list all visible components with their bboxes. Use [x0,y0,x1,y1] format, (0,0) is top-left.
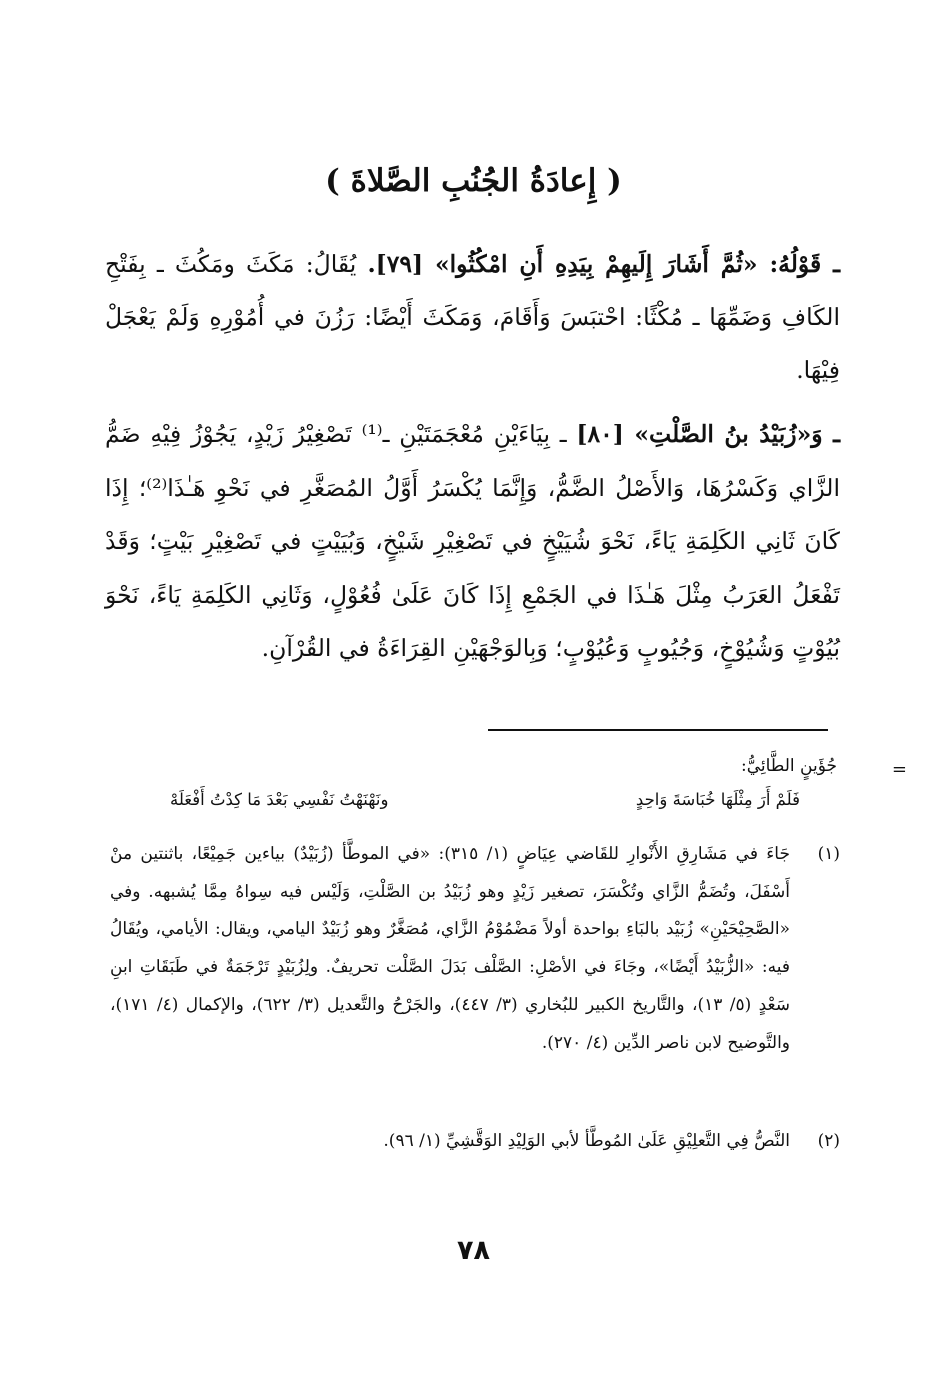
poetry-verse [170,790,800,820]
footnote-continuation [105,752,907,780]
page-title: ( إِعادَةُ الجُنُبِ الصَّلاةَ ) [325,163,622,199]
paragraph-text: ـ بِيَاءَيْنِ مُعْجَمَتَيْنِ ـ⁽¹⁾ تَصْغِيْرُ زَيْدٍ، يَجُوْزُ فِيْهِ ضَمُّ الزَّاي وَكَسْرُهَا، وَالأَصْلُ الضَّمُّ، وَإِنَّمَا يُكْسَرُ أَوَّلُ المُصَغَّرِ في نَحْوِ هَـٰذَا⁽²⁾؛ إِذَا كَانَ ثَانِي الكَلِمَةِ يَاءً، نَحْوَ شُيَيْخٍ في تَصْغِيْرِ شَيْخٍ، وَبُيَيْتٍ في تَصْغِيْرِ بَيْتٍ؛ وَقَدْ تَفْعَلُ العَرَبُ مِثْلَ هَـٰذَا في الجَمْعِ إِذَا كَانَ عَلَىٰ فُعُوْلٍ، وَثَانِي الكَلِمَةِ يَاءً، نَحْوَ بُيُوْتٍ وَشُيُوْخٍ، وَجُيُوبٍ وَعُيُوْبٍ؛ وَبِالوَجْهَيْنِ القِرَاءَةُ في القُرْآنِ. [105,420,840,662]
footnote-text: النَّصُّ فِي التَّعلِيْقِ عَلَىٰ المُوطَّأ لأبي الوَلِيْدِ الوَقَّشِيِّ (١/ ٩٦). [383,1131,790,1151]
footnote-text: جَاءَ في مَشَارِقِ الأَنْوارِ للقَاضي عِيَاضٍ (١/ ٣١٥): «في الموطَّأ (زُبَيْدٌ) بياءين جَمِيْعًا، باثنتين منْ أَسْفَلَ، وتُضَمُّ الزَّاي وتُكْسَرَ، تصغير زَيْدٍ وهو زُبَيْدُ بن الصَّلْتِ، وَلَيْس فيه سِواهُ مِمَّا يُشبهه. وفي «الصَّحِيْحَيْنِ» زُبَيْد بالبَاءِ بواحدة أولاً مَضْمُوْمُ الزَّاي، مُصَغَّرٌ وهو زُبَيْدٌ اليامي، ويقال: الأيامي، ويُقَالُ فيه: «الزُّبَيْدُ أَيْضًا»، وجَاءَ في الأصْلِ: الصَّلْف بَدَلَ الصَّلْت تحريفٌ. ولِزُبَيْدٍ تَرْجَمَةٌ في طَبَقَاتِ ابنِ سَعْدٍ (٥/ ١٣)، والتَّاريخ الكبير للبُخاري (٣/ ٤٤٧)، والجَرْحُ والتَّعديل (٣/ ٦٢٢)، والإكمال (٤/ ١٧١)، والتَّوضيح لابن ناصر الدِّين (٤/ ٢٧٠). [110,844,791,1053]
verse-first-hemistich: فَلَمْ أَرَ مِثْلَهَا خُبَاسَةَ وَاحِدٍ [635,790,800,809]
footnote-1 [110,836,838,1062]
footnote-2 [110,1124,838,1158]
continuation-mark: = [891,759,907,780]
footnote-number: (١) [817,844,840,864]
quote-intro: ـ قَوْلُهُ: «ثُمَّ أَشَارَ إِلَيهِمْ بِيَدِهِ أَنِ امْكُثُوا» [٧٩]. [367,250,840,278]
continuation-text: جُؤَينٍ الطَّائِيُّ: [740,756,837,776]
verse-second-hemistich: ونَهْنَهْتُ نَفْسِي بَعْدَ مَا كِدْتُ أَفْعَلَهْ [170,790,389,809]
paragraph-text: يُقَالُ: مَكَثَ ومَكُثَ ـ بِفَتْحِ الكَافِ وَضَمِّهَا ـ مُكْثًا: احْتبَسَ وَأَقَامَ، وَمَكَثَ أَيْضًا: رَزُنَ في أُمُوْرِهِ وَلَمْ يَعْجَلْ فِيْهَا. [105,250,840,384]
paragraph-2 [105,408,840,676]
footnote-separator [488,729,828,731]
page-number: ٧٨ [457,1235,490,1266]
quote-intro: ـ وَ«زُبَيْدُ بنُ الصَّلْتِ» [٨٠] [576,420,840,448]
paragraph-1 [105,238,840,397]
footnote-number: (٢) [817,1131,840,1151]
